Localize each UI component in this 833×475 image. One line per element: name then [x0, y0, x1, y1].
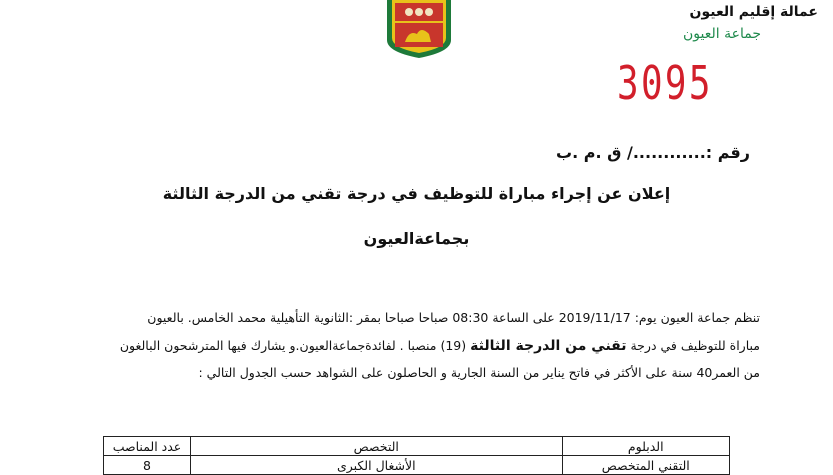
cell-positions: 8 — [104, 456, 191, 475]
announcement-subtitle: بجماعةالعيون — [363, 229, 470, 248]
body-line-2-part-a: مباراة للتوظيف في درجة — [626, 338, 760, 353]
diplomas-table — [103, 436, 730, 475]
reference-number: رقم :............/ ق .م .ب — [556, 143, 750, 162]
body-line-1: تنظم جماعة العيون يوم: 2019/11/17 على الساعة 08:30 صباحا صباحا بمقر :الثانوية التأهيلية محمد الخامس. بالعيون — [147, 310, 760, 325]
body-line-2 — [120, 338, 760, 354]
registration-stamp-number: 3095 — [617, 56, 713, 110]
municipal-emblem-icon — [385, 0, 453, 58]
header-positions: عدد المناصب — [104, 437, 191, 456]
table-header-row — [104, 437, 730, 456]
body-line-3: من العمر40 سنة على الأكثر في فاتح يناير من السنة الجارية و الحاصلون على الشواهد حسب الجدول التالي : — [198, 365, 760, 380]
commune-name: جماعة العيون — [683, 26, 761, 42]
body-line-2-part-c: (19) منصبا . لفائدةجماعةالعيون.و يشارك فيها المترشحون البالغون — [119, 338, 471, 353]
header-diploma: الدبلوم — [562, 437, 729, 456]
grade-highlight: تقني من الدرجة الثالثة — [470, 338, 627, 354]
province-name: عمالة إقليم العيون — [689, 4, 818, 20]
table-row — [104, 456, 730, 475]
header-specialty: التخصص — [191, 437, 563, 456]
cell-diploma: التقني المتخصص — [562, 456, 729, 475]
cell-specialty: الأشغال الكبرى — [191, 456, 563, 475]
announcement-title: إعلان عن إجراء مباراة للتوظيف في درجة تقني من الدرجة الثالثة — [162, 184, 671, 203]
